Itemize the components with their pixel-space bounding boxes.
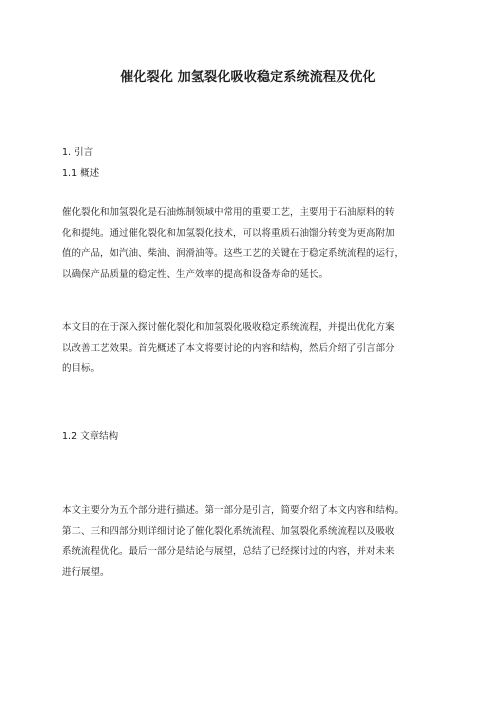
paragraph-line: 以确保产品质量的稳定性、生产效率的提高和设备寿命的延长。 [62,268,329,280]
paragraph-line: 系统流程优化。最后一部分是结论与展望，总结了已经探讨过的内容，并对未来 [62,546,395,557]
paragraph-overview-2 [62,318,434,380]
paragraph-line: 本文主要分为五个部分进行描述。第一部分是引言，简要介绍了本文内容和结构。 [62,505,405,516]
paragraph-line: 以改善工艺效果。首先概述了本文将要讨论的内容和结构，然后介绍了引言部分 [62,342,395,354]
paragraph-structure [62,501,434,583]
paragraph-line: 化和提纯。通过催化裂化和加氢裂化技术，可以将重质石油馏分转变为更高附加 [62,227,395,239]
section-heading-structure: 1.2 文章结构 [62,431,119,442]
paragraph-line: 进行展望。 [62,566,110,578]
paragraph-line: 催化裂化和加氢裂化是石油炼制领域中常用的重要工艺，主要用于石油原料的转 [62,207,395,218]
paragraph-line: 第二、三和四部分则详细讨论了催化裂化系统流程、加氢裂化系统流程以及吸收 [62,525,395,537]
paragraph-line: 本文目的在于深入探讨催化裂化和加氢裂化吸收稳定系统流程，并提出优化方案 [62,322,395,333]
paragraph-line: 的目标。 [62,363,101,374]
section-heading-introduction: 1. 引言 [62,147,94,158]
section-heading-overview: 1.1 概述 [62,168,100,179]
document-title: 催化裂化 加氢裂化吸收稳定系统流程及优化 [120,70,376,85]
paragraph-overview-1 [62,203,434,285]
paragraph-line: 值的产品，如汽油、柴油、润滑油等。这些工艺的关键在于稳定系统流程的运行， [62,248,405,259]
